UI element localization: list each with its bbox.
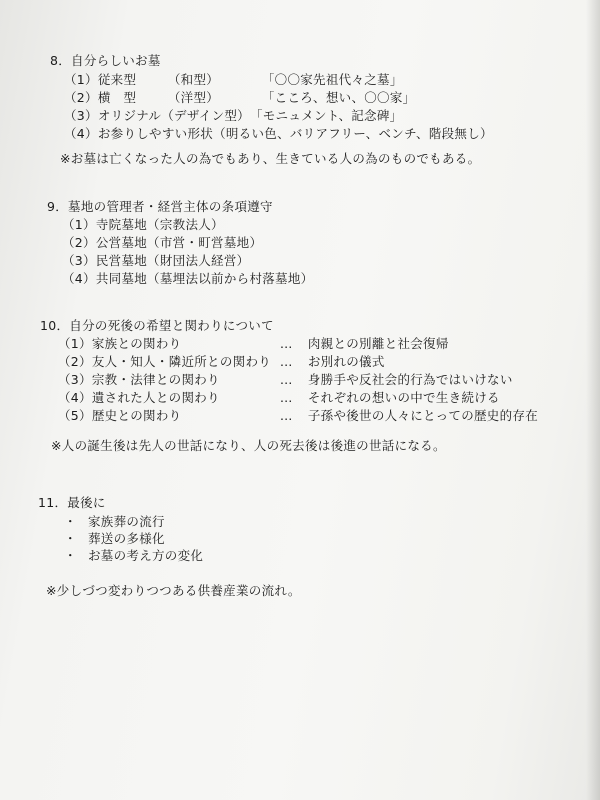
list-item [62, 253, 249, 269]
item-label: 家族との関わり [91, 336, 182, 351]
item-label: 従来型 [97, 72, 137, 87]
item-label: 友人・知人・隣近所との関わり [91, 354, 272, 369]
list-item [58, 372, 513, 388]
item-text: 家族葬の流行 [88, 514, 165, 529]
list-item [64, 90, 415, 106]
item-dots: … [279, 354, 293, 369]
list-item [58, 354, 385, 370]
item-desc: 子孫や後世の人々にとっての歴史的存在 [307, 408, 539, 423]
section-11-heading: 11．最後に [38, 495, 106, 510]
item-text: 寺院墓地（宗教法人） [95, 217, 224, 232]
list-item [64, 108, 402, 124]
list-item [64, 514, 165, 530]
item-number: （5） [58, 408, 92, 423]
item-number: （2） [58, 354, 92, 369]
list-item [62, 235, 262, 251]
item-example: （明るい色、バリアフリー、ベンチ、階段無し） [213, 126, 493, 141]
item-number: （3） [58, 372, 92, 387]
list-item [64, 548, 203, 564]
item-number: （1） [64, 72, 98, 87]
item-text: 民営墓地（財団法人経営） [95, 253, 250, 268]
item-desc: それぞれの想いの中で生き続ける [307, 390, 500, 405]
item-example: 「モニュメント、記念碑」 [249, 108, 403, 123]
list-item [58, 408, 538, 424]
section-10-note: ※人の誕生後は先人の世話になり、人の死去後は後進の世話になる。 [51, 438, 446, 453]
item-label: 宗教・法律との関わり [91, 372, 220, 387]
item-text: 葬送の多様化 [88, 531, 165, 546]
item-example: 「こころ、想い、〇〇家」 [261, 90, 416, 105]
item-number: （3） [62, 253, 96, 268]
bullet: ・ [64, 514, 77, 529]
list-item [64, 531, 165, 547]
section-9-heading: 9．墓地の管理者・経営主体の条項遵守 [47, 199, 273, 214]
item-number: （4） [58, 390, 92, 405]
item-example: 「〇〇家先祖代々之墓」 [261, 72, 403, 87]
item-kind: （デザイン型） [161, 108, 250, 123]
item-text: 公営墓地（市営・町営墓地） [95, 235, 263, 250]
section-8-note: ※お墓は亡くなった人の為でもあり、生きている人の為のものでもある。 [60, 151, 481, 166]
section-11-note: ※少しづつ変わりつつある供養産業の流れ。 [46, 583, 301, 598]
list-item [58, 336, 449, 352]
item-dots: … [279, 336, 293, 351]
item-number: （4） [62, 271, 96, 286]
section-8-heading: 8．自分らしいお墓 [50, 53, 161, 68]
item-number: （3） [64, 108, 98, 123]
section-10-heading: 10．自分の死後の希望と関わりについて [40, 318, 274, 333]
item-kind: （和型） [167, 72, 220, 87]
list-item [62, 271, 313, 287]
bullet: ・ [64, 531, 77, 546]
item-desc: 身勝手や反社会的行為ではいけない [307, 372, 513, 387]
list-item [64, 72, 403, 88]
item-label: 歴史との関わり [91, 408, 182, 423]
bullet: ・ [64, 548, 77, 563]
item-label: お参りしやすい形状 [97, 126, 214, 141]
list-item [62, 217, 224, 233]
item-number: （1） [58, 336, 92, 351]
item-desc: 肉親との別離と社会復帰 [307, 336, 449, 351]
item-label: 遺された人との関わり [91, 390, 220, 405]
item-number: （2） [62, 235, 96, 250]
item-label: オリジナル [97, 108, 162, 123]
list-item [64, 126, 493, 142]
item-dots: … [279, 408, 293, 423]
item-text: お墓の考え方の変化 [88, 548, 204, 563]
item-number: （1） [62, 217, 96, 232]
item-number: （4） [64, 126, 98, 141]
item-label: 横 型 [97, 90, 137, 105]
item-desc: お別れの儀式 [307, 354, 385, 369]
item-kind: （洋型） [167, 90, 220, 105]
item-number: （2） [64, 90, 98, 105]
list-item [58, 390, 500, 406]
item-dots: … [279, 372, 293, 387]
item-dots: … [279, 390, 293, 405]
item-text: 共同墓地（墓埋法以前から村落墓地） [95, 271, 314, 286]
